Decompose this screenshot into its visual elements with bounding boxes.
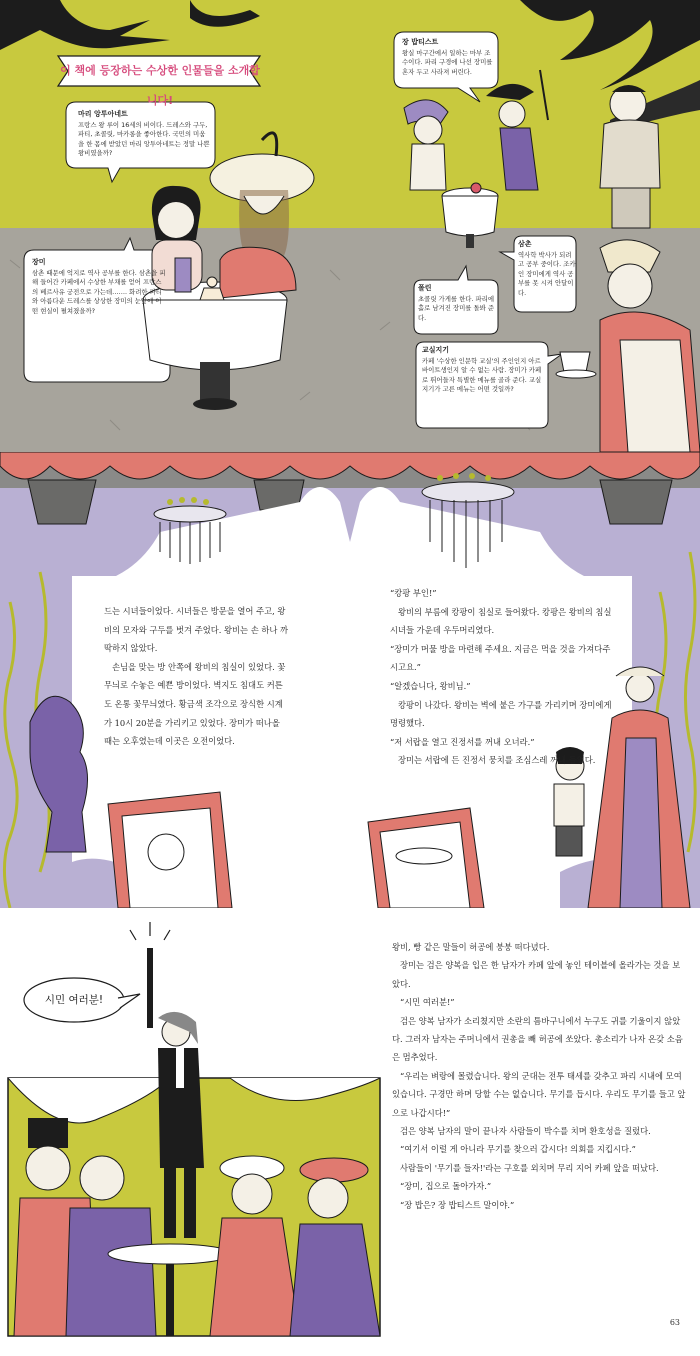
paragraph: 왕비의 부름에 캉팡이 침실로 들어왔다. 캉팡은 왕비의 침실 시녀들 가운데 우두머리였다. xyxy=(390,606,612,636)
character-name: 삼촌 xyxy=(518,240,532,248)
uncle-sweater xyxy=(600,120,660,188)
character-desc: 프랑스 왕 루이 16세의 비이다. 드레스와 구두, 파티, 초콜릿, 마카롱을 좋아한다. 국민의 미움을 한 몸에 받았던 마리 앙투아네트는 정말 나쁜 왕비였을까? xyxy=(78,120,210,158)
character-intro-panel xyxy=(0,0,700,452)
paragraph: “장미, 집으로 돌아가자.” xyxy=(400,1181,492,1192)
paragraph: 왕비, 빵 같은 말들이 허공에 붕붕 떠다녔다. xyxy=(392,942,550,952)
character-card-pollin xyxy=(418,284,498,323)
intro-title-text: 이 책에 등장하는 수상한 인물들을 소개합니다! xyxy=(60,64,260,107)
top-hat xyxy=(28,1118,68,1148)
paragraph: “알겠습니다, 왕비님.” xyxy=(390,680,471,691)
jang-coat xyxy=(500,128,538,190)
paragraph: 검은 양복 남자의 말이 끝나자 사람들이 박수를 치며 환호성을 질렀다. xyxy=(400,1126,651,1137)
character-desc: 초콜릿 가게를 한다. 파리에 홀로 남겨진 장미를 돌봐 준다. xyxy=(418,294,495,322)
character-card-samchon xyxy=(518,240,576,299)
character-name: 폴린 xyxy=(418,284,432,292)
paragraph: 드는 시녀들이었다. 시녀들은 방문을 열어 주고, 왕비의 모자와 구두를 벗겨 주었다. 왕비는 손 하나 까딱하지 않았다. xyxy=(104,606,289,654)
table-right xyxy=(442,196,498,236)
tree-branch-left xyxy=(0,0,170,50)
intro-title xyxy=(60,56,260,107)
character-name: 장미 xyxy=(32,258,46,266)
tree-branch-top xyxy=(190,0,260,27)
paragraph: 사람들이 '무기를 들자!'라는 구호를 외치며 무리 지어 카페 앞을 떠났다. xyxy=(400,1162,659,1173)
paragraph: “저 서랍을 열고 진정서를 꺼내 오너라.” xyxy=(390,736,535,747)
paragraph: “장 밥은? 장 밥티스트 말이야.” xyxy=(400,1199,515,1210)
speech-text: 시민 여러분! xyxy=(44,994,104,1006)
paragraph: “여기서 이럴 게 아니라 무기를 찾으러 갑시다! 의회를 지킵시다.” xyxy=(400,1144,636,1155)
paragraph: “장미가 머물 방을 마련해 주세요. 지금은 먹을 것을 가져다주시고요.” xyxy=(390,643,611,673)
character-name: 마리 앙투아네트 xyxy=(78,110,128,118)
cafe-table xyxy=(108,1244,232,1264)
spread-left-text xyxy=(104,602,290,751)
bedroom-spread xyxy=(0,452,700,908)
character-desc: 왕실 마구간에서 일하는 마부 조수이다. 파리 구경에 나선 장미를 혼자 두고 사라져 버린다. xyxy=(402,48,493,76)
character-card-jangmi xyxy=(32,258,166,317)
paragraph: 장미는 검은 양복을 입은 한 남자가 카페 앞에 놓인 테이블에 올라가는 것을 보았다. xyxy=(392,960,681,989)
paragraph: “시민 여러분!” xyxy=(400,997,455,1008)
cafe-page xyxy=(0,908,700,1356)
bust-statue xyxy=(30,696,88,852)
paragraph: “우리는 벼랑에 몰렸습니다. 왕의 군대는 전투 태세를 갖추고 파리 시내에 모여 있습니다. 구경만 하며 당할 수는 없습니다. 무기를 듭시다. 우리도 무기를 들고 앞으로 나갑시다!” xyxy=(392,1070,686,1118)
wall-lamp-left xyxy=(28,480,96,524)
tree-branch-right xyxy=(520,0,700,90)
spread-right-text xyxy=(390,584,614,770)
paragraph: 손님을 맞는 방 안쪽에 왕비의 침실이 있었다. 꽃무늬로 수놓은 예쁜 방이었다. 벽지도 침대도 커튼도 온통 꽃무늬였다. 황금색 조각으로 장식한 시계가 10시 20분을 가리키고 있었다. 장미가 떠나올 때는 오후였는데 이곳은 오전이었다. xyxy=(104,661,286,747)
paragraph: 검은 양복 남자가 소리쳤지만 소란의 틈바구니에서 누구도 귀를 기울이지 않았다. 그러자 남자는 주머니에서 권총을 빼 허공에 쏘았다. 총소리가 나자 온갖 소음은 멈추었다. xyxy=(392,1015,683,1063)
character-card-jang xyxy=(402,38,496,77)
jangmi-figure xyxy=(556,826,582,856)
coffee-cup xyxy=(560,352,590,372)
marie-dress xyxy=(220,247,296,298)
wall-lamp-right xyxy=(600,480,672,524)
character-desc: 삼촌 때문에 억지로 역사 공부를 한다. 삼촌을 피해 들어간 카페에서 수상한 부채를 얻어 프랑스의 베르사유 궁전으로 가는데……. 화려한 파티와 아름다운 드레스를 상상한 장미의 눈앞에 어떤 현실이 펼쳐졌을까? xyxy=(32,268,166,315)
crowd-man-center xyxy=(66,1208,156,1336)
character-card-teacher xyxy=(422,346,546,395)
paragraph: “캉팡 부인!” xyxy=(390,588,437,598)
character-name: 교실지기 xyxy=(422,346,450,354)
cafe-text xyxy=(392,938,686,1214)
character-desc: 역사학 박사가 되려고 공부 중이다. 조카인 장미에게 역사 공부를 못 시켜 안달이다. xyxy=(518,250,576,297)
character-desc: 카페 '수상한 인문학 교실'의 주인인지 아르바이트생인지 알 수 없는 사람. 장미가 카페로 뛰어들자 특별한 메뉴를 골라 준다. 교실지기가 고른 메뉴는 어떤 것일까? xyxy=(422,356,542,394)
paragraph: 캉팡이 나갔다. 왕비는 벽에 붙은 가구를 가리키며 장미에게 명령했다. xyxy=(390,699,612,729)
character-card-marie xyxy=(78,110,210,159)
paragraph: 장미는 서랍에 든 진정서 뭉치를 조심스레 꺼내 들었다. xyxy=(398,755,596,766)
page-number: 63 xyxy=(669,1318,680,1327)
character-name: 장 밥티스트 xyxy=(402,38,439,46)
